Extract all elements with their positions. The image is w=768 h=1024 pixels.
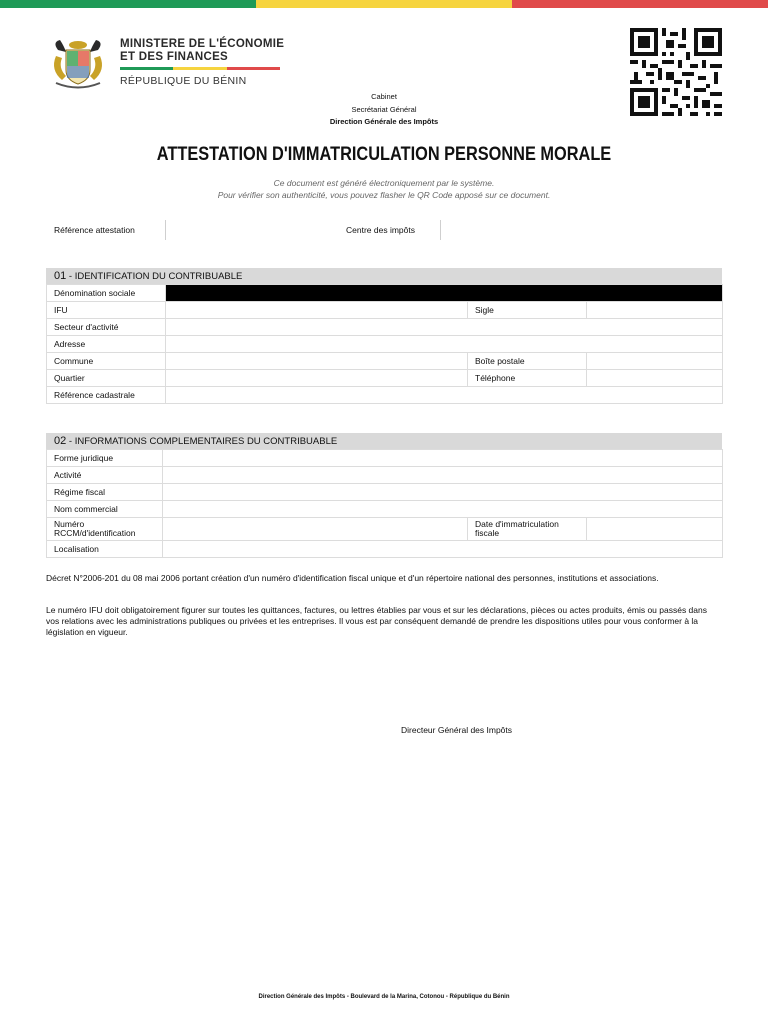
cadastrale-label: Référence cadastrale bbox=[47, 387, 166, 404]
reference-label: Référence attestation bbox=[54, 225, 135, 235]
document-title: ATTESTATION D'IMMATRICULATION PERSONNE MORALE bbox=[156, 144, 612, 165]
flag-yellow-stripe bbox=[256, 0, 512, 8]
ifu-value bbox=[166, 302, 468, 319]
date-immatriculation-value bbox=[587, 518, 723, 541]
identification-table bbox=[46, 284, 723, 404]
notice-line1: Ce document est généré électroniquement par le système. bbox=[273, 178, 495, 188]
section-complementary bbox=[46, 433, 722, 558]
table-row bbox=[47, 285, 723, 302]
date-label-line2: fiscale bbox=[475, 528, 500, 538]
ministry-logo-block bbox=[48, 36, 284, 92]
table-row bbox=[47, 336, 723, 353]
forme-juridique-label: Forme juridique bbox=[47, 450, 163, 467]
reference-row bbox=[46, 220, 722, 240]
table-row bbox=[47, 450, 723, 467]
ministry-flag-underline bbox=[120, 67, 280, 70]
secretariat-label: Secrétariat Général bbox=[351, 104, 417, 114]
table-row bbox=[47, 541, 723, 558]
activite-value bbox=[163, 467, 723, 484]
cadastrale-value bbox=[166, 387, 723, 404]
denomination-value-redacted bbox=[166, 285, 723, 302]
boite-postale-label: Boîte postale bbox=[468, 353, 587, 370]
flag-color-bar bbox=[0, 0, 768, 8]
rccm-label-line2: RCCM/d'identification bbox=[54, 528, 136, 538]
adresse-label: Adresse bbox=[47, 336, 166, 353]
benin-coat-of-arms-icon bbox=[48, 36, 108, 92]
ministry-name-line1: MINISTERE DE L'ÉCONOMIE bbox=[120, 38, 285, 50]
ifu-label: IFU bbox=[47, 302, 166, 319]
commune-label: Commune bbox=[47, 353, 166, 370]
section-title: IDENTIFICATION DU CONTRIBUABLE bbox=[74, 271, 243, 282]
country-name: RÉPUBLIQUE DU BÉNIN bbox=[120, 75, 247, 87]
commune-value bbox=[166, 353, 468, 370]
direction-label: Direction Générale des Impôts bbox=[329, 117, 439, 126]
rccm-label bbox=[47, 518, 163, 541]
section-number: 02 bbox=[54, 435, 67, 447]
table-row bbox=[47, 302, 723, 319]
table-row bbox=[47, 501, 723, 518]
ifu-notice-paragraph: Le numéro IFU doit obligatoirement figurer sur toutes les quittances, factures, ou lettres établies par vous et sur les déclarations, pièces ou actes produits, émis ou passés dans vos relations avec les administrations publiques ou privées et les entreprises. Il vous est par conséquent demandé de prendre les dispositions utiles pour vous conformer à la législation en vigueur. bbox=[46, 605, 707, 637]
table-row bbox=[47, 319, 723, 336]
adresse-value bbox=[166, 336, 723, 353]
telephone-value bbox=[587, 370, 723, 387]
table-row bbox=[47, 467, 723, 484]
complementary-table bbox=[46, 449, 723, 558]
flag-red-stripe bbox=[512, 0, 768, 8]
localisation-label: Localisation bbox=[47, 541, 163, 558]
secteur-label: Secteur d'activité bbox=[47, 319, 166, 336]
telephone-label: Téléphone bbox=[468, 370, 587, 387]
quartier-label: Quartier bbox=[47, 370, 166, 387]
table-row bbox=[47, 387, 723, 404]
date-immatriculation-label bbox=[468, 518, 587, 541]
rccm-value bbox=[163, 518, 468, 541]
sigle-label: Sigle bbox=[468, 302, 587, 319]
table-row bbox=[47, 484, 723, 501]
sigle-value bbox=[587, 302, 723, 319]
signature-title: Directeur Général des Impôts bbox=[401, 725, 513, 735]
cabinet-label: Cabinet bbox=[371, 92, 397, 101]
nom-commercial-label: Nom commercial bbox=[47, 501, 163, 518]
regime-fiscal-value bbox=[163, 484, 723, 501]
activite-label: Activité bbox=[47, 467, 163, 484]
nom-commercial-value bbox=[163, 501, 723, 518]
tax-centre-label: Centre des impôts bbox=[346, 225, 415, 235]
notice-line2: Pour vérifier son authenticité, vous pouvez flasher le QR Code apposé sur ce document. bbox=[217, 189, 551, 200]
section-identification bbox=[46, 268, 722, 404]
document-header bbox=[0, 91, 768, 129]
denomination-label: Dénomination sociale bbox=[47, 285, 166, 302]
table-row bbox=[47, 353, 723, 370]
section-identification-header: 01 - IDENTIFICATION DU CONTRIBUABLE bbox=[46, 268, 722, 284]
footer-address: Direction Générale des Impôts - Boulevard de la Marina, Cotonou - République du Bénin bbox=[258, 994, 510, 1000]
forme-juridique-value bbox=[163, 450, 723, 467]
section-number: 01 bbox=[54, 270, 67, 282]
ministry-name-line2: ET DES FINANCES bbox=[120, 51, 229, 63]
flag-green-stripe bbox=[0, 0, 256, 8]
decret-paragraph: Décret N°2006-201 du 08 mai 2006 portant création d'un numéro d'identification fiscal unique et d'un répertoire national des personnes, institutions et associations. bbox=[46, 573, 659, 583]
authenticity-notice bbox=[0, 178, 768, 201]
date-label-line1: Date d'immatriculation bbox=[475, 518, 559, 529]
boite-postale-value bbox=[587, 353, 723, 370]
section-title: INFORMATIONS COMPLEMENTAIRES DU CONTRIBUABLE bbox=[74, 436, 338, 447]
quartier-value bbox=[166, 370, 468, 387]
table-row bbox=[47, 370, 723, 387]
section-complementary-header: 02 - INFORMATIONS COMPLEMENTAIRES DU CONTRIBUABLE bbox=[46, 433, 722, 449]
regime-fiscal-label: Régime fiscal bbox=[47, 484, 163, 501]
rccm-label-line1: Numéro bbox=[54, 518, 85, 529]
localisation-value bbox=[163, 541, 723, 558]
secteur-value bbox=[166, 319, 723, 336]
table-row bbox=[47, 518, 723, 541]
